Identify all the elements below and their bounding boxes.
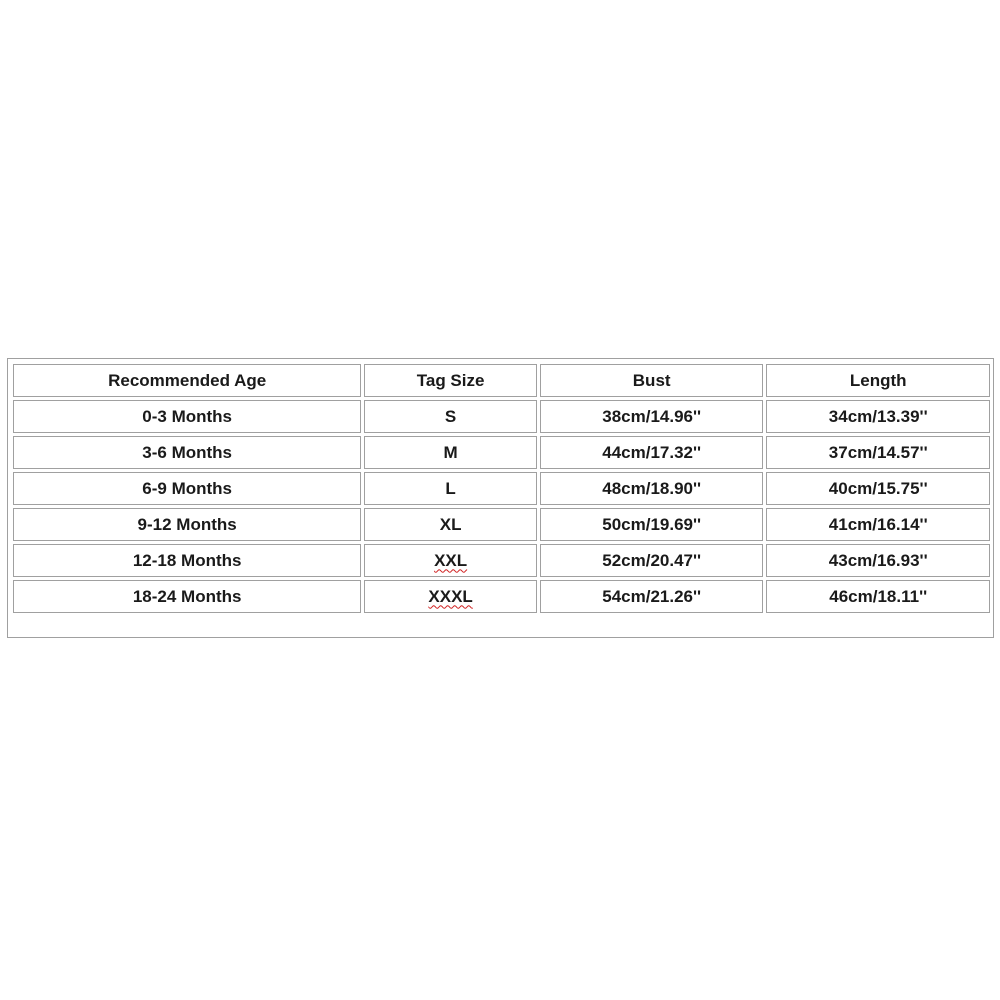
cell-tag-size: [364, 544, 537, 577]
table-row: [13, 580, 990, 613]
spellcheck-underlined-text: XXXL: [428, 586, 473, 606]
size-chart-table: [10, 361, 993, 616]
cell-age: 0-3 Months: [13, 400, 361, 433]
cell-age: 12-18 Months: [13, 544, 361, 577]
table-row: [13, 508, 990, 541]
cell-bust: 48cm/18.90'': [540, 472, 764, 505]
table-header-row: [13, 364, 990, 397]
size-chart-table-frame: [7, 358, 994, 638]
table-row: [13, 472, 990, 505]
cell-length: 41cm/16.14'': [766, 508, 990, 541]
table-row: [13, 544, 990, 577]
header-bust: Bust: [540, 364, 764, 397]
cell-age: 18-24 Months: [13, 580, 361, 613]
spellcheck-underlined-text: XXL: [434, 550, 468, 570]
table-row: [13, 436, 990, 469]
cell-bust: 38cm/14.96'': [540, 400, 764, 433]
cell-bust: 44cm/17.32'': [540, 436, 764, 469]
cell-age: 6-9 Months: [13, 472, 361, 505]
cell-length: 46cm/18.11'': [766, 580, 990, 613]
header-length: Length: [766, 364, 990, 397]
header-recommended-age: Recommended Age: [13, 364, 361, 397]
table-row: [13, 400, 990, 433]
cell-tag-size: L: [364, 472, 537, 505]
cell-age: 3-6 Months: [13, 436, 361, 469]
cell-bust: 50cm/19.69'': [540, 508, 764, 541]
cell-length: 34cm/13.39'': [766, 400, 990, 433]
cell-bust: 54cm/21.26'': [540, 580, 764, 613]
cell-tag-size: S: [364, 400, 537, 433]
cell-length: 40cm/15.75'': [766, 472, 990, 505]
cell-tag-size: M: [364, 436, 537, 469]
cell-length: 37cm/14.57'': [766, 436, 990, 469]
cell-age: 9-12 Months: [13, 508, 361, 541]
cell-tag-size: [364, 580, 537, 613]
cell-length: 43cm/16.93'': [766, 544, 990, 577]
header-tag-size: Tag Size: [364, 364, 537, 397]
cell-bust: 52cm/20.47'': [540, 544, 764, 577]
cell-tag-size: XL: [364, 508, 537, 541]
